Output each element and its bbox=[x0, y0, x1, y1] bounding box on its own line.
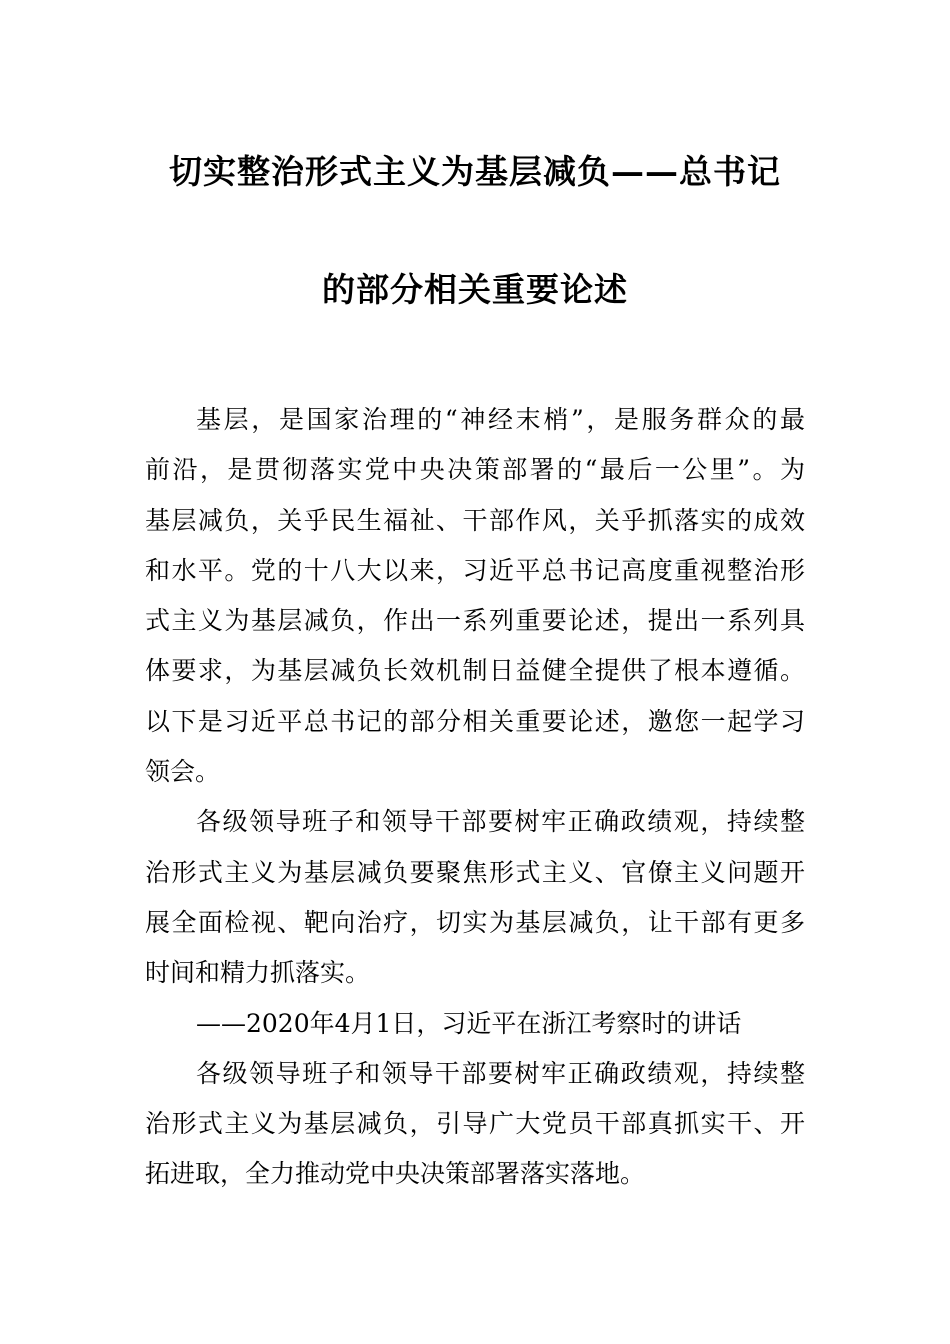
paragraph-line: 拓进取，全力推动党中央决策部署落实落地。 bbox=[145, 1159, 646, 1189]
paragraph-line: 时间和精力抓落实。 bbox=[145, 958, 371, 988]
paragraph-line: 前沿，是贯彻落实党中央决策部署的“最后一公里”。为 bbox=[145, 455, 805, 485]
document-title-line-1: 切实整治形式主义为基层减负——总书记 bbox=[169, 152, 781, 191]
paragraph-line: 基层，是国家治理的“神经末梢”，是服务群众的最 bbox=[196, 405, 805, 434]
paragraph-line: 治形式主义为基层减负要聚焦形式主义、官僚主义问题开 bbox=[145, 857, 805, 887]
paragraph-line: 和水平。党的十八大以来，习近平总书记高度重视整治形 bbox=[145, 555, 805, 585]
paragraph bbox=[145, 999, 805, 1049]
paragraph-line: ——2020年4月1日，习近平在浙江考察时的讲话 bbox=[196, 1008, 742, 1038]
paragraph-line: 式主义为基层减负，作出一系列重要论述，提出一系列具 bbox=[145, 606, 805, 636]
document-body bbox=[145, 395, 805, 1200]
paragraph-line: 治形式主义为基层减负，引导广大党员干部真抓实干、开 bbox=[145, 1109, 805, 1139]
paragraph-line: 体要求，为基层减负长效机制日益健全提供了根本遵循。 bbox=[145, 656, 805, 686]
paragraph bbox=[145, 395, 805, 797]
paragraph bbox=[145, 797, 805, 998]
paragraph-line: 以下是习近平总书记的部分相关重要论述，邀您一起学习 bbox=[145, 706, 805, 736]
paragraph-line: 各级领导班子和领导干部要树牢正确政绩观，持续整 bbox=[196, 1058, 805, 1088]
document-title-line-2: 的部分相关重要论述 bbox=[322, 270, 628, 309]
paragraph-line: 展全面检视、靶向治疗，切实为基层减负，让干部有更多 bbox=[145, 907, 805, 937]
paragraph bbox=[145, 1049, 805, 1200]
paragraph-line: 领会。 bbox=[145, 757, 221, 787]
paragraph-line: 各级领导班子和领导干部要树牢正确政绩观，持续整 bbox=[196, 807, 805, 837]
paragraph-line: 基层减负，关乎民生福祉、干部作风，关乎抓落实的成效 bbox=[145, 505, 805, 535]
